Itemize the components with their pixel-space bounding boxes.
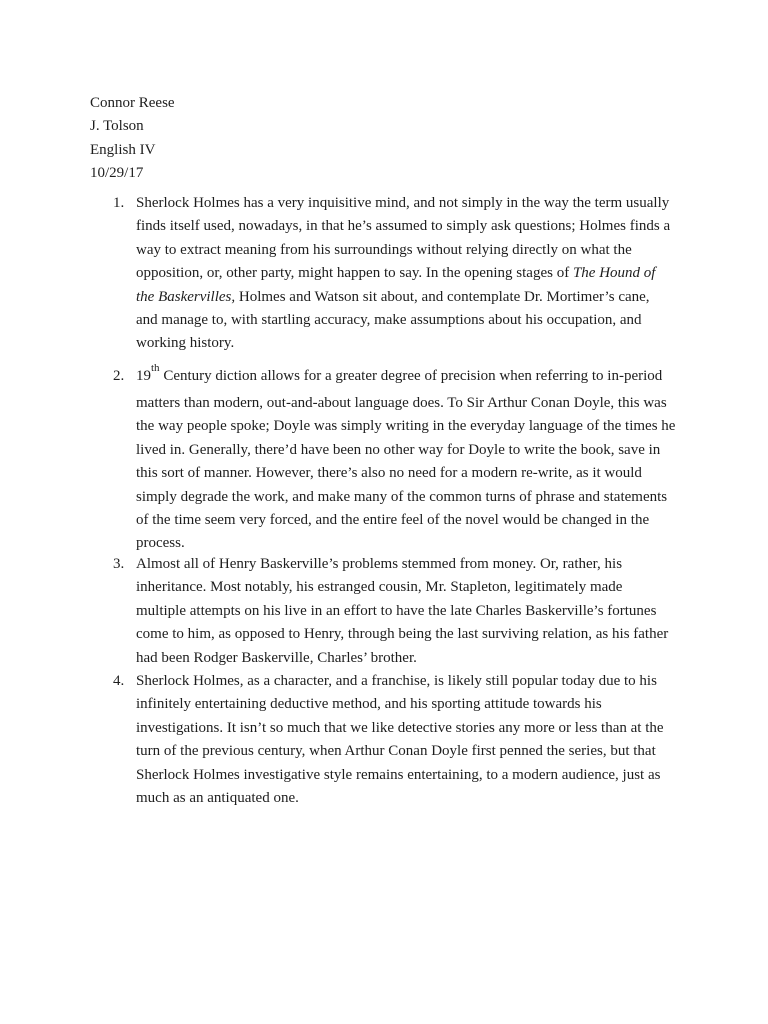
text-line: come to him, as opposed to Henry, through being the last surviving relation, as his father <box>136 626 669 643</box>
text-segment: Holmes and Watson sit about, and contemplate Dr. Mortimer’s cane, <box>235 288 650 305</box>
book-title-part: the Baskervilles, <box>136 288 236 305</box>
book-title-part: The Hound of <box>572 265 656 282</box>
list-item-number: 4. <box>113 673 125 689</box>
text-line: this sort of manner. However, there’s also no need for a modern re-write, as it would <box>136 465 642 482</box>
list-item-number: 1. <box>113 195 125 211</box>
list-item-text <box>136 670 676 810</box>
text-line: Almost all of Henry Baskerville’s problems stemmed from money. Or, rather, his <box>136 556 623 572</box>
text-line: Sherlock Holmes investigative style remains entertaining, to a modern audience, just as <box>136 766 661 783</box>
text-line: inheritance. Most notably, his estranged cousin, Mr. Stapleton, legitimately made <box>136 579 623 596</box>
list-item-text <box>136 553 676 670</box>
text-line: simply degrade the work, and make many of the common turns of phrase and statements <box>136 488 668 505</box>
text-line: finds itself used, nowadays, in that he’s assumed to simply ask questions; Holmes finds a <box>136 218 671 235</box>
list-item-text <box>136 192 676 356</box>
list-item-number: 2. <box>113 368 125 384</box>
text-line: Sherlock Holmes, as a character, and a franchise, is likely still popular today due to his <box>136 673 657 689</box>
text-line: much as an antiquated one. <box>136 789 299 806</box>
text-line: turn of the previous century, when Arthur Conan Doyle first penned the series, but that <box>136 743 656 760</box>
text-line: working history. <box>136 335 235 352</box>
text-line <box>136 286 676 309</box>
text-line: multiple attempts on his live in an effort to have the late Charles Baskerville’s fortunes <box>136 602 657 619</box>
text-line: Sherlock Holmes has a very inquisitive mind, and not simply in the way the term usually <box>136 195 670 211</box>
teacher-name: J. Tolson <box>90 118 144 135</box>
text-line: had been Rodger Baskerville, Charles’ brother. <box>136 649 417 666</box>
text-line: matters than modern, out-and-about language does. To Sir Arthur Conan Doyle, this was <box>136 395 667 411</box>
text-line: the way people spoke; Doyle was simply writing in the everyday language of the times he <box>136 418 676 435</box>
text-segment: Century diction allows for a greater degree of precision when referring to in-period <box>159 368 663 384</box>
text-line: lived in. Generally, there’d have been no other way for Doyle to write the book, save in <box>136 441 661 458</box>
text-line: investigations. It isn’t so much that we like detective stories any more or less than at the <box>136 719 664 736</box>
text-line: infinitely entertaining deductive method, and his sporting attitude towards his <box>136 696 602 713</box>
text-line: way to extract meaning from his surroundings without relying directly on what the <box>136 241 632 258</box>
text-line: of the time seem very forced, and the entire feel of the novel would be changed in the <box>136 511 650 528</box>
student-name: Connor Reese <box>90 95 175 111</box>
text-line <box>136 362 676 392</box>
list-item-text <box>136 362 676 556</box>
heading-block <box>90 92 175 186</box>
text-line: and manage to, with startling accuracy, make assumptions about his occupation, and <box>136 311 642 328</box>
text-segment: opposition, or, other party, might happen to say. In the opening stages of <box>136 265 573 282</box>
ordinal-suffix: th <box>151 362 160 374</box>
date: 10/29/17 <box>90 165 144 182</box>
ordinal-number: 19 <box>136 368 151 384</box>
course-name: English IV <box>90 141 156 158</box>
list-item-number: 3. <box>113 556 125 572</box>
text-line: process. <box>136 535 185 552</box>
text-line <box>136 262 676 285</box>
